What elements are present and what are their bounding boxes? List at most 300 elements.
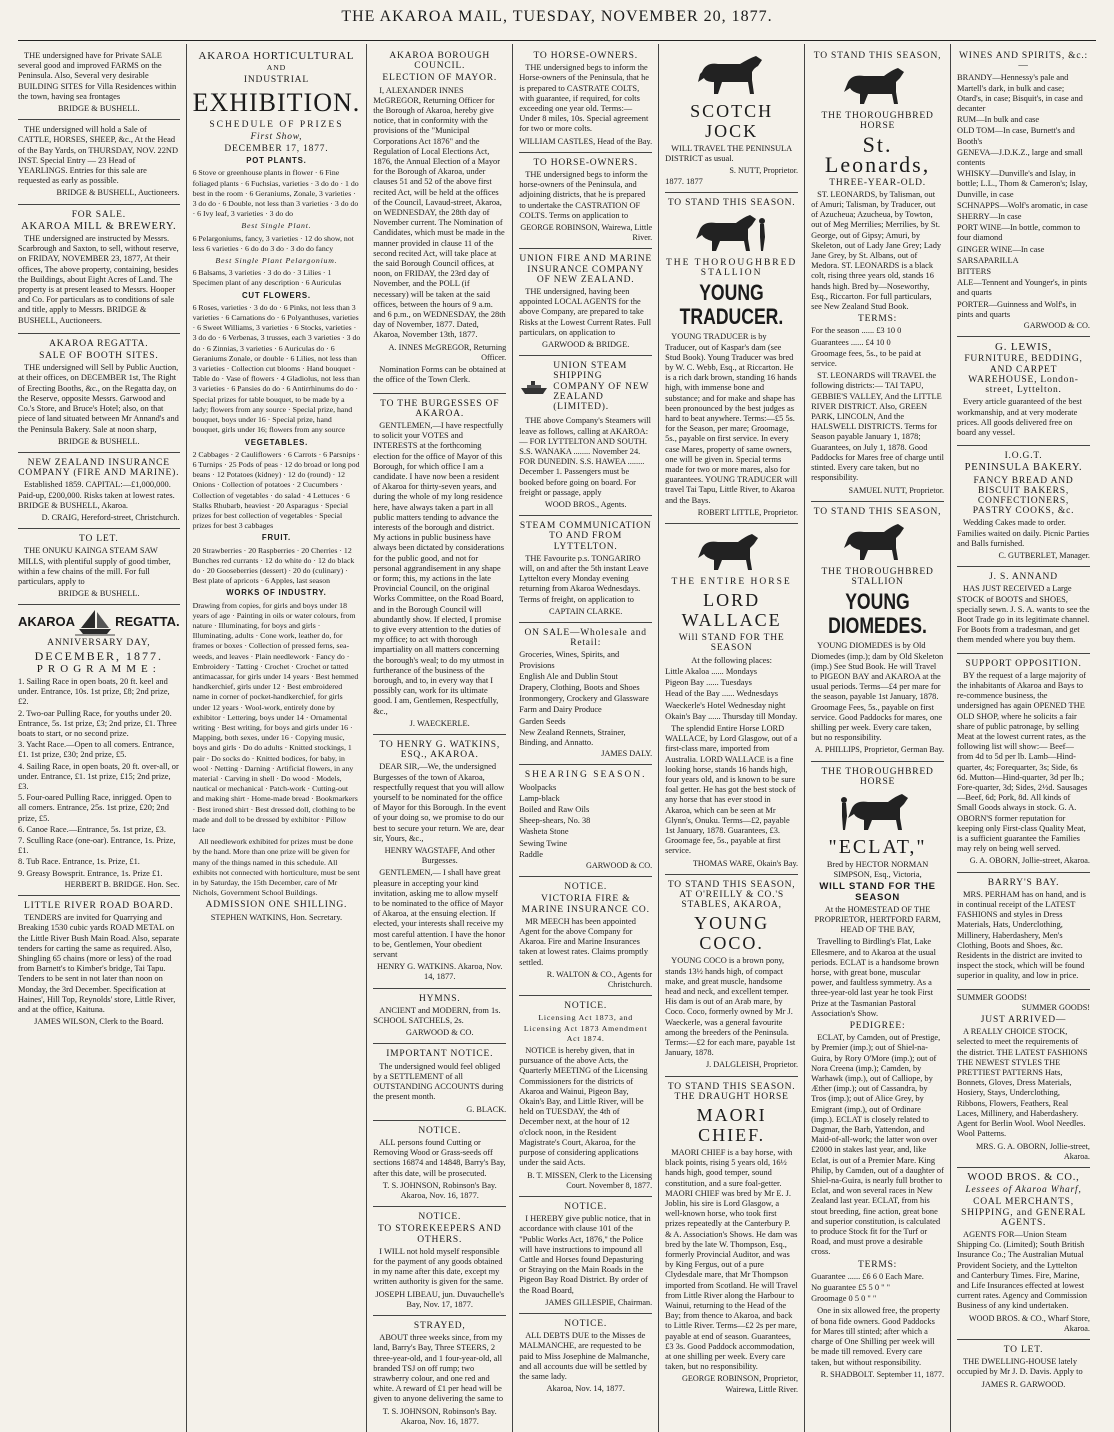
- regatta-title-right: REGATTA.: [115, 614, 180, 630]
- ad-heading: SUMMER GOODS!: [1021, 1002, 1090, 1012]
- list-item: Waeckerle's Hotel Wednesday night: [665, 700, 786, 710]
- ad-signature: R. SHADBOLT. September 11, 1877.: [820, 1369, 945, 1379]
- ad-heading: NOTICE.: [564, 1318, 608, 1329]
- steamship-header: [519, 359, 652, 414]
- ad-signature: GEORGE ROBINSON, Wairewa, Little River.: [520, 223, 653, 243]
- horse-icon: [838, 64, 918, 108]
- places-heading: At the following places:: [691, 655, 772, 665]
- ad-heading: FOR SALE.: [71, 209, 126, 220]
- ad-road-board: [18, 896, 180, 1032]
- ad-g-lewis: [957, 337, 1090, 446]
- ad-scotch-jock: [665, 46, 798, 193]
- ad-heading: NOTICE.: [418, 1125, 462, 1136]
- ad-title: YOUNG DIOMEDES.: [828, 589, 927, 639]
- ad-watkins-request: [373, 735, 506, 989]
- masthead: THE AKAROA MAIL, TUESDAY, NOVEMBER 20, 1877.: [341, 8, 773, 25]
- list-item: Boiled and Raw Oils: [519, 805, 590, 814]
- ad-heading: SUMMER GOODS!: [957, 992, 1028, 1002]
- ad-signature: Akaroa, Nov. 14, 1877.: [546, 1384, 625, 1394]
- ad-public-works: [519, 1197, 652, 1314]
- section-heading: Best Single Plant Pelargonium.: [215, 256, 338, 266]
- ad-signature: B. T. MISSEN, Clerk to the Licensing Court. November 8, 1877.: [527, 1170, 653, 1190]
- ad-signature: GARWOOD & CO.: [405, 1028, 474, 1038]
- list-item: Pigeon Bay ...... Tuesdays: [665, 678, 752, 688]
- ad-title: YOUNG COCO.: [694, 913, 770, 954]
- ad-text: THE undersigned will Sell by Public Auction, at their offices, on DECEMBER 1st, The Right of Erecting Booths, &c., on the Regatta day, on the Reserve, opposite Messrs. Garwood and Co.'s Store, and Bruce's Hotel; also, on that piece of land situated between Mr Annand's and the Peninsula Bakery. Sale at noon sharp,: [18, 363, 179, 434]
- ad-burgesses: [373, 394, 506, 736]
- ad-lord-wallace: [665, 524, 798, 875]
- list-item: Groomage 0 5 0 " ": [811, 1294, 877, 1304]
- list-item: PORT WINE—In bottle, common to four diamond: [957, 223, 1081, 243]
- regatta-date: DECEMBER, 1877.: [34, 648, 163, 663]
- ad-text: ABOUT three weeks since, from my land, Barry's Bay, Three STEERS, 2 three-year-old, and 1 four-year-old, all branded TSJ on off rump; two strawberry colour, and one red and white. A reward of £1 per head will be given to anyone delivering the same to: [373, 1333, 504, 1404]
- list-item: Woolpacks: [519, 782, 557, 792]
- exhibition-industrial: INDUSTRIAL: [243, 75, 309, 86]
- ad-heading: STRAYED,: [413, 1320, 466, 1331]
- ad-wood-bros: [957, 1168, 1090, 1340]
- ad-signature: HENRY G. WATKINS. Akaroa, Nov. 14, 1877.: [376, 962, 503, 982]
- ad-notice-wood: [373, 1121, 506, 1207]
- ad-text: THE undersigned begs to inform the Horse-owners of the Peninsula, that he is prepared to CASTRATE COLTS, with guarantee, if required, for colts exceeding one year old. Terms:—Under 8 miles, 10s. Special agreement for two or more colts.: [519, 63, 649, 134]
- list-item: OLD TOM—In case, Burnett's and Booth's: [957, 126, 1075, 146]
- list-item: Guarantee ...... £6 6 0 Each Mare.: [811, 1271, 924, 1281]
- ad-union-steam: [519, 356, 652, 516]
- ad-text: One in six allowed free, the property of bona fide owners. Good Paddocks for Mares till stinted; after which a charge of One Shilling per week will be made till removed. Every care taken, but without responsibility.: [811, 1306, 941, 1367]
- ad-signature: JOSEPH LIBEAU, jun. Duvauchelle's Bay, Nov. 17, 1877.: [375, 1289, 505, 1309]
- ad-title: PENINSULA BAKERY.: [964, 462, 1083, 474]
- ad-hymns: [373, 989, 506, 1045]
- exhibition-title: EXHIBITION.: [192, 87, 361, 117]
- ad-title: St. Leonards,: [824, 131, 931, 177]
- ad-steam-communication: [519, 516, 652, 623]
- list-item: BITTERS: [957, 267, 992, 277]
- ad-heading: ON SALE—Wholesale and Retail:: [524, 627, 647, 649]
- ad-title: LORD WALLACE: [681, 590, 782, 631]
- list-item: RUM—In bulk and case: [957, 115, 1040, 125]
- ad-text: I WILL not hold myself responsible for the payment of any goods obtained in my name after this date, except my written authority is given for the same.: [373, 1246, 504, 1287]
- ad-text: THE ONUKU KAINGA STEAM SAW MILLS, with plentiful supply of good timber, within a few chains of the mill. For full particulars, apply to: [18, 546, 171, 586]
- ad-signature: T. S. JOHNSON, Robinson's Bay. Akaroa, Nov. 16, 1877.: [382, 1180, 497, 1200]
- list-item: English Ale and Dublin Stout: [519, 671, 618, 681]
- ad-signature: JAMES GILLESPIE, Chairman.: [545, 1297, 653, 1307]
- ad-signature: GARWOOD & BRIDGE.: [542, 340, 630, 350]
- ad-young-traducer: [665, 193, 798, 524]
- ad-text: The undersigned would feel obliged by a SETTLEMENT of all OUTSTANDING ACCOUNTS during the present month.: [373, 1061, 504, 1102]
- draught-horse-icon: [692, 52, 772, 98]
- ad-support-opposition: [957, 654, 1090, 873]
- section-items: 2 Cabbages · 2 Cauliflowers · 6 Carrots · 6 Parsnips · 6 Turnips · 25 Pods of peas · 12 do broad or long pod beans · 12 Potatoes (kidney) · 12 do (round) · 12 Onions · Collection of potatoes · 2 Cucumbers · Collection of vegetables · do salad · 4 Lettuces · 6 Stalks Rhubarb, heaviest · 20 Asparagus · Special prizes for best collection of vegetables · Special prizes for best 3 cabbages: [192, 449, 360, 531]
- ad-text: THE Favourite p.s. TONGARIRO will, on and after the 5th instant Leave Lyttelton every Monday evening returning from Akaroa Wednesdays. Terms of freight, on application to: [519, 553, 649, 604]
- ad-signature: THOMAS WARE, Okain's Bay.: [692, 858, 799, 868]
- ad-stand-line: WILL STAND FOR THE SEASON: [819, 881, 936, 903]
- ad-note: Nomination Forms can be obtained at the office of the Town Clerk.: [373, 365, 506, 385]
- ad-heading: TO STAND THIS SEASON. THE DRAUGHT HORSE: [667, 1081, 796, 1102]
- section-heading: WORKS OF INDUSTRY.: [226, 588, 327, 598]
- ad-regatta: [18, 605, 180, 896]
- ad-text: ANCIENT and MODERN, from 1s. SCHOOL SATCHELS, 2s.: [373, 1005, 501, 1026]
- ad-text: MR MEECH has been appointed Agent for the above Company for Akaroa. Fire and Marine Insurances taken at lowest rates. Claims promptly settled.: [519, 916, 649, 967]
- ad-text: HAS JUST RECEIVED a Large STOCK of BOOTS and SHOES, specially sewn. J. S. A. wants to see the Boot Trade go in its legitimate channel. For Boots from a tradesman, and get them mended where you buy them.: [957, 584, 1090, 645]
- ad-signature: JAMES DALY.: [601, 749, 653, 759]
- list-item: Washeta Stone: [519, 827, 569, 837]
- ad-heading: UNION FIRE AND MARINE INSURANCE COMPANY OF NEW ZEALAND.: [519, 254, 652, 285]
- ad-strayed: [373, 1316, 506, 1432]
- ad-signature: A. PHILLIPS, Proprietor, German Bay.: [814, 745, 945, 755]
- ad-signature: GARWOOD & CO.: [1023, 321, 1090, 331]
- ad-text: Every article guaranteed of the best workmanship, and at very moderate prices. All goods delivered free on board any vessel.: [957, 397, 1082, 437]
- list-item: Raddle: [519, 849, 543, 859]
- ad-signature: JAMES R. GARWOOD.: [981, 1379, 1066, 1389]
- ad-heading: TO STAND THIS SEASON.: [667, 197, 796, 208]
- list-item: Okain's Bay ...... Thursday till Monday.: [665, 711, 798, 721]
- exhibition-date: DECEMBER 17, 1877.: [224, 144, 329, 155]
- ad-heading: TO LET.: [79, 534, 119, 545]
- ad-text: The splendid Entire Horse LORD WALLACE, by Lord Glasgow, out of a first-class mare, imported from Australia. LORD WALLACE is a fine looking horse, stands 16 hands high, four years old, and is known to be sure foal getter. He has got the best stock of any horse that has ever stood in Akaroa, which can be seen at Mr Glynn's, Onuku. Terms—£2, payable 1st January, 1878. Guarantees, £3. Groomage fee, 5s., payable at first service.: [665, 723, 798, 856]
- ad-text: ST. LEONARDS, by Talisman, out of Amuri; Talisman, by Traducer, out of Azucheua; Azucheua, by Towton, out of Meg Merrilies; Merrilies, by St. George, out of Gipsy; Amuri, by Skeleton, out of Lady Jane Grey; Lady Jane Grey, by St. Albans, out of Medora. ST. LEONARDS is a black colt, rising three years old, stands 16 hands high. Bred by—Noseworthy, Esq., Riccarton. For full particulars, see New Zealand Stud Book.: [811, 189, 942, 312]
- steamship-icon: [519, 378, 549, 396]
- ad-horse-owners-2: [519, 153, 652, 250]
- ad-booth-sites: [18, 334, 180, 453]
- ad-exhibition: [193, 46, 361, 928]
- section-heading: CUT FLOWERS.: [241, 290, 311, 300]
- regatta-event: 3. Yacht Race.—Open to all comers. Entrance, £1. 1st prize, £30; 2nd prize, £5.: [18, 740, 175, 760]
- regatta-event: 5. Four-oared Pulling Race, inrigged. Open to all comers. Entrance, 25s. 1st prize, £20; 2nd prize, £5.: [18, 793, 172, 823]
- ad-farms-for-sale: [18, 46, 180, 120]
- list-item: Garden Seeds: [519, 716, 566, 726]
- ad-heading: TO HORSE-OWNERS.: [533, 157, 638, 168]
- ad-text: MRS. PERHAM has on hand, and is in continual receipt of the LATEST FASHIONS and styles in Dress Materials, Hats, Underclothing, Millinery, Haberdashery, Men's Clothing, Boots and Shoes, &c. Residents in the district are invited to inspect the stock, which will be found superior in quality, and low in price.: [957, 889, 1086, 981]
- section-items: Drawing from copies, for girls and boys under 18 years of age · Painting in oils or water colours, from nature · Illuminating, for boys and girls · Illuminating, adults · Cone work, leather do, for frames or boxes · Collection of pressed ferns, sea-weeds, and leaves · Plain needlework · Fancy do · Embroidery · Tatting · Crochet · Crochet or tatted antimacassar, for girls under 14 years · Best hemmed handkerchief, girls under 12 · Best embroidered name in corner of pocket-handkerchief, for girls under 12 years · Wool-work, entirely done by exhibitor · Lettering, boys under 14 · Ornamental writing · Best writing, for boys and girls under 16 · Mapping, both sexes, under 16 · Copying music, boys and girls · Do do adults · Knitted stockings, 1 pair · Do socks do · Knitted bodices, for baby, in wool · Netting · Darning · Artificial flowers, in any material · Carving in shell · Do wood · Models, nautical or mechanical · Patch-work · Cutting-out and making shirt · Home-made bread · Bookmarkers · Best ironed shirt · Best dressed doll, clothing to be made and doll to be dressed by exhibitor · Pillow lace: [192, 600, 359, 835]
- list-item: GENEVA—J.D.K.Z., large and small contents: [957, 147, 1083, 168]
- ad-text: MAORI CHIEF is a bay horse, with black points, rising 5 years old, 16½ hands high, good temper, sound constitution, and a sure foal-getter. MAORI CHIEF was bred by Mr E. J. Joblin, his sire is Lord Glasgow, a well-known horse, who took first prizes repeatedly at the Canterbury P. & A. Association's Shows. He dam was bred by the late W. Thompson, Esq., formerly Provincial Auditor, and was by King Fergus, out of a pure Clydesdale mare, that Mr Thompson imported from Scotland. He will Travel from Little River along the Harbour to Wainui, returning to the Head of the Bay; from thence to Akaroa, and back to Little River. Terms—£2 2s per mare, payable at end of season. Guarantees, £3 3s. Good Paddock accommodation, at one shilling per week. Every care taken, but no responsibility.: [665, 1148, 798, 1372]
- ad-victoria-fire: [519, 877, 652, 996]
- ad-stand-line: Will STAND FOR THE SEASON: [678, 633, 785, 654]
- ad-signature: ROBERT LITTLE, Proprietor.: [697, 507, 799, 517]
- ad-heading: NOTICE.: [418, 1212, 462, 1223]
- ad-heading: UNION STEAM SHIPPING COMPANY OF NEW ZEALAND (LIMITED).: [553, 361, 650, 413]
- ad-text: Travelling to Birdling's Flat, Lake Ellesmere, and to Akaroa at the usual periods. ECLAT is a handsome brown horse, with great bone, muscular power, and faultless symmetry. As a three-year-old last year he took First Prize at the Tasmanian Pastoral Association's Show.: [811, 937, 939, 1018]
- list-item: Drapery, Clothing, Boots and Shoes: [519, 682, 640, 692]
- section-heading: FRUIT.: [261, 533, 291, 543]
- columns: [18, 44, 1096, 1426]
- ad-subheading: THE THOROUGHBRED STALLION: [665, 258, 798, 279]
- ad-to-let: [957, 1340, 1090, 1395]
- ad-heading: TO LET.: [1003, 1344, 1044, 1355]
- pedigree-heading: PEDIGREE:: [849, 1021, 906, 1031]
- ad-heading: TO STAND THIS SEASON,: [813, 51, 942, 61]
- ad-text: THE undersigned, having been appointed LOCAL AGENTS for the above Company, are prepared to take Risks at the Lowest Current Rates. Full particulars, on application to: [519, 287, 652, 337]
- ad-storekeepers: [373, 1207, 506, 1316]
- ad-signature: S. NUTT, Proprietor.: [729, 166, 799, 176]
- exhibition-and: AND: [266, 63, 287, 73]
- ad-signature: BRIDGE & BUSHELL, Auctioneers.: [56, 188, 180, 198]
- ad-annand: [957, 567, 1090, 653]
- ad-title: NEW ZEALAND INSURANCE COMPANY (FIRE AND MARINE).: [18, 457, 180, 479]
- ad-text: GENTLEMEN,— I shall have great pleasure in accepting your kind invitation, asking me to allow myself to be nominated to the office of Mayor of Akaroa, at the ensuing election. If elected, your interests shall receive my most careful attention. I have the honor to be, Gentlemen, Your obedient servant: [373, 868, 506, 960]
- ad-location: At the HOMESTEAD OF THE PROPRIETOR, HERTFORD FARM, HEAD OF THE BAY,: [814, 904, 941, 935]
- horse-icon: [692, 530, 772, 574]
- regatta-title-left: AKAROA: [18, 614, 76, 630]
- regatta-event: 4. Sailing Race, in open boats, 20 ft. over-all, or under. Entrance, £1. 1st prize, £15; 2nd prize, £3.: [18, 761, 179, 791]
- ad-heading: HYMNS.: [418, 993, 461, 1004]
- column-3: [366, 44, 512, 1432]
- show-label: First Show,: [250, 131, 303, 142]
- regatta-subtitle: ANNIVERSARY DAY,: [47, 638, 151, 649]
- list-item: Sheep-shears, No. 38: [519, 816, 591, 826]
- list-item: WHISKY—Dunville's and Islay, in bottle; L.L., Thom & Cameron's; Islay, Dunville, in case: [957, 169, 1088, 199]
- list-item: SHERRY—In case: [957, 212, 1022, 222]
- ad-signature: WILLIAM CASTLES, Head of the Bay.: [519, 136, 653, 146]
- ad-title: SALE OF BOOTH SITES.: [39, 351, 159, 362]
- ad-heading: AKAROA BOROUGH COUNCIL.: [389, 51, 491, 72]
- regatta-event: 6. Canoe Race.—Entrance, 5s. 1st prize, £3.: [18, 824, 166, 834]
- sailboat-icon: [75, 608, 115, 636]
- ad-signature: HERBERT B. BRIDGE. Hon. Sec.: [64, 879, 180, 889]
- ad-text: A REALLY CHOICE STOCK, selected to meet the requirements of the district. THE LATEST FASHIONS THE NEWEST STYLES THE PRETTIEST PATTERNS Hats, Bonnets, Gloves, Dress Materials, Hosiery, Stays, Underclothing, Ribbons, Flowers, Feathers, Real Laces, Millinery, and Haberdashery. Agent for Berlin Wool. Wool Needles. Wool Patterns.: [957, 1027, 1088, 1139]
- ad-text: Wedding Cakes made to order. Families waited on daily. Picnic Parties and Balls furnished.: [957, 518, 1090, 548]
- list-item: For the season ...... £3 10 0: [811, 326, 902, 336]
- ad-text: DEAR SIR,—We, the undersigned Burgesses of the town of Akaroa, respectfully request that you will allow yourself to be nominated for the office of Mayor for this Borough. In the event of your doing so, we promise to do our best to secure your return. We are, dear sir, Yours, &c.,: [373, 762, 506, 843]
- ad-st-leonards: [811, 46, 944, 502]
- ad-age: THREE-YEAR-OLD.: [829, 177, 926, 188]
- ad-signature: G. BLACK.: [466, 1104, 507, 1114]
- horse-with-handler-icon: [838, 790, 918, 834]
- list-item: New Zealand Rennets, Strainer, Binding, and Annatto.: [519, 727, 626, 747]
- ad-heading: WOOD BROS. & CO.,: [967, 1171, 1080, 1183]
- ad-heading: BARRY'S BAY.: [987, 877, 1060, 888]
- ad-subheading: THE THOROUGHBRED HORSE: [821, 766, 934, 787]
- section-items: 6 Roses, varieties · 3 do do · 6 Pinks, not less than 3 varieties · 6 Carnations do · 6 Polyanthuses, varieties · 6 Sweet Williams, 3 varieties · 6 Stocks, varieties · 3 do do · 6 Verbenas, 3 trusses, each 3 varieties · 3 do do · 6 Zinnias, 3 varieties · 6 Auriculas do · 6 Geraniums Zonale, or double · 6 Lilies, not less than 3 varieties · Collection cut blooms · Hand bouquet · Table do · Vase of flowers · 4 Gladiolus, not less than 3 varieties · 6 Pansies do do · 6 Antirrhinums do do · Special prizes for table bouquet, to be made by a lady; flowers from any source · Special prize, hand bouquet, boys under 16 · Special prize, hand bouquet, girls under 16; flowers from any source: [192, 302, 361, 435]
- admission-line: ADMISSION ONE SHILLING.: [205, 900, 348, 911]
- ad-signature: WOOD BROS., Agents.: [544, 499, 627, 509]
- regatta-header: [18, 608, 180, 636]
- ad-eclat: [811, 762, 944, 1385]
- ad-signature: WOOD BROS. & CO., Wharf Store, Akaroa.: [968, 1313, 1090, 1333]
- ad-subheading: Lessees of Akaroa Wharf,: [965, 1185, 1082, 1196]
- ad-subheading: ELECTION OF MAYOR.: [382, 73, 498, 84]
- ad-title: AKAROA MILL & BREWERY.: [21, 220, 177, 232]
- ad-signature: A. INNES McGREGOR, Returning Officer.: [388, 342, 507, 362]
- ad-signature: T. S. JOHNSON, Robinson's Bay. Akaroa, Nov. 16, 1877.: [382, 1406, 497, 1426]
- ad-text: WILL TRAVEL THE PENINSULA DISTRICT as usual.: [665, 144, 792, 164]
- list-item: Groceries, Wines, Spirits, and Provisions: [519, 650, 620, 670]
- ad-text: Established 1859. CAPITAL:—£1,000,000. Paid-up, £200,000. Risks taken at lowest rates. BRIDGE & BUSHELL, Akaroa.: [18, 480, 175, 510]
- column-1: [18, 44, 186, 1432]
- ad-signature: GEORGE ROBINSON, Proprietor, Wairewa, Little River.: [681, 1374, 799, 1394]
- ad-signature: J. WAECKERLE.: [409, 718, 470, 728]
- ad-heading: TO STAND THIS SEASON, AT O'REILLY & CO.'S STABLES, AKAROA,: [667, 879, 796, 911]
- ad-signature: CAPTAIN CLARKE.: [549, 606, 623, 616]
- ad-subheading: JUST ARRIVED—: [980, 1015, 1067, 1026]
- ad-text: ST. LEONARDS will TRAVEL the following districts:— TAI TAPU, GEBBIE'S VALLEY, And the LITTLE RIVER DISTRICT. Also, GREEN PARK, LINCOLN, And the HALSWELL DISTRICTS. Terms for Season payable January 1, 1878; Guarantees, on July 1, 1878. Good Paddocks for Mares free of charge until stinted. Every care taken, but no responsibility.: [811, 371, 944, 483]
- ad-text: THE undersigned have for Private SALE several good and improved FARMS on the Peninsula. Also, Several very desirable BUILDING SITES for Villa Residences within the town, having sea frontages: [18, 51, 177, 101]
- ad-title: SCOTCH JOCK: [690, 101, 774, 141]
- list-item: Little Akaloa ...... Mondays: [665, 666, 758, 676]
- ad-signature: HENRY WAGSTAFF, And other Burgesses.: [384, 846, 495, 866]
- ad-title: VICTORIA FIRE & MARINE INSURANCE CO.: [521, 894, 650, 915]
- list-item: Farm and Dairy Produce: [519, 705, 602, 715]
- section-items: 20 Strawberries · 20 Raspberries · 20 Cherries · 12 Bunches red currants · 12 do white do · 12 do black do · 20 Gooseberries (dessert) · 20 do (culinary) · Best plate of apricots · 6 Apples, last season: [192, 545, 355, 586]
- ad-nz-insurance: [18, 453, 180, 529]
- regatta-programme-heading: PROGRAMME:: [36, 662, 161, 675]
- ad-summer-goods: [957, 990, 1090, 1168]
- column-6: [804, 44, 950, 1432]
- exhibition-heading: AKAROA HORTICULTURAL: [198, 50, 355, 62]
- ad-text: YOUNG DIOMEDES is by Old Diomedes (imp.); dam by Old Skeleton (imp.) See Stud Book. He will Travel to PIGEON BAY and AKAROA at the usual periods. Terms—£4 per mare for the season, payable 1st January, 1878. Groomage Fees, 5s., payable on first service. Good Paddocks for mares, one shilling per week. Every care taken, but no responsibility.: [811, 641, 944, 743]
- column-4: [512, 44, 658, 1432]
- ad-heading: I.O.G.T.: [1004, 451, 1043, 462]
- ad-title: FURNITURE, BEDDING, AND CARPET WAREHOUSE, London-street, Lyttelton.: [964, 354, 1083, 396]
- ad-young-diomedes: [811, 502, 944, 762]
- section-heading: POT PLANTS.: [246, 156, 307, 166]
- ad-heading: TO STAND THIS SEASON,: [813, 506, 942, 517]
- ad-text: AGENTS FOR—Union Steam Shipping Co. (Limited); South British Insurance Co.; The Australian Mutual Provident Society, and the Lyttelton and Canterbury Times. Fire, Marine, and Life Insurances effected at lowest current rates. Agency and Commission Business of any kind undertaken.: [957, 1229, 1088, 1311]
- ad-maori-chief: [665, 1077, 798, 1400]
- ad-mill-brewery: [18, 205, 180, 334]
- list-item: Ironmongery, Crockery and Glassware: [519, 694, 649, 704]
- ad-signature: SAMUEL NUTT, Proprietor.: [848, 485, 945, 495]
- ad-signature: JAMES WILSON, Clerk to the Board.: [34, 1017, 164, 1027]
- ad-shearing: [519, 765, 652, 877]
- column-7: [950, 44, 1096, 1432]
- ad-heading: SUPPORT OPPOSITION.: [965, 658, 1082, 669]
- ad-important-notice: [373, 1044, 506, 1120]
- ad-heading: LITTLE RIVER ROAD BOARD.: [24, 901, 174, 912]
- regatta-event: 7. Sculling Race (one-oar). Entrance, 1s. Prize, £1.: [18, 836, 176, 856]
- ad-text: THE undersigned are instructed by Messrs. Scarbrough and Saxton, to sell, without reserve, on FRIDAY, NOVEMBER 23, 1877, At their offices, The above property, containing, besides the Buildings, about Eight Acres of Land. The property is at present leased to Messrs. Hooper and Co. For particulars as to conditions of sale and title, apply to Messrs. BRIDGE & BUSHELL, Auctioneers.: [18, 234, 179, 325]
- list-item: Guarantees ...... £4 10 0: [811, 337, 891, 347]
- ad-text: I HEREBY give public notice, that in accordance with clause 101 of the "Public Works Act, 1876," the Police will have instructions to impound all Cattle and Horses found Depasturing or Straying on the Main Roads in the Pigeon Bay Road District. By order of the Road Board,: [519, 1214, 651, 1295]
- ad-heading: TO HENRY G. WATKINS, ESQ., AKAROA.: [379, 740, 501, 761]
- column-5: [658, 44, 804, 1432]
- ad-signature: G. A. OBORN, Jollie-street, Akaroa.: [969, 856, 1090, 866]
- ad-horse-owners-1: [519, 46, 652, 153]
- ad-years: 1877. 1877: [665, 176, 703, 186]
- ad-debts: [519, 1314, 652, 1399]
- terms-heading: TERMS:: [858, 314, 898, 325]
- ad-heading: TO HORSE-OWNERS.: [533, 51, 638, 61]
- list-item: SCHNAPPS—Wolf's aromatic, in case: [957, 200, 1088, 210]
- ad-text: TENDERS are invited for Quarrying and Breaking 1530 cubic yards ROAD METAL on the Little River Bush Main Road. Also, separate tenders for carting the same as required. Also, Shingling 65 chains (more or less) of the road from Barnett's to Kimber's bridge, Tai Tapu. Tenders to be sent in not later than noon on Monday, the 3rd December. Specification at Haines', Hill Top, Reynolds' store, Little River, and at the office, Kaituna.: [18, 913, 180, 1015]
- ad-subheading: THE THOROUGHBRED HORSE: [821, 111, 934, 132]
- masthead-rule: [18, 40, 1096, 41]
- regatta-event: 1. Sailing Race in open boats, 20 ft. keel and under. Entrance, 10s. 1st prize, £8; 2nd prize, £2.: [18, 676, 170, 707]
- ad-text: ALL persons found Cutting or Removing Wood or Grass-seeds off sections 16874 and 14848, Barry's Bay, after this date, will be prosecuted.: [373, 1137, 506, 1178]
- ad-text: BY the request of a large majority of the inhabitants of Akaroa and Bays to re-commence business, the undersigned has again OPENED THE OLD SHOP, where he solicits a fair share of public patronage, by selling Meat at the lowest current rates, as the following list will show:— Beef—from 4d to 5d per lb. Lamb—Hind-quarter, 4s; Forequarter, 3s; Side, 6s 6d. Mutton—Hind-quarter, 3d per lb.; Fore-quarter, 3d; Sides, 2½d. Sausages—Beef, 6d; Pork, 8d. All kinds of Small Goods always in stock. G. A. OBORN'S former reputation for keeping only First-class Quality Meat, is a sufficient guarantee the Families may rely on being well served.: [957, 670, 1088, 854]
- regatta-event: 8. Tub Race. Entrance, 1s. Prize, £1.: [18, 857, 140, 867]
- section-heading: Best Single Plant.: [241, 221, 312, 231]
- ad-text: YOUNG TRADUCER is by Traducer, out of Kaspar's dam (see Stud Book). Young Traducer was bred by W. C. Webb, Esq., at Riccarton. He is a rich dark brown, standing 16 hands high, with immense bone and substance; and for make and shape has been pronounced by the best judges as hard to beat anywhere. Terms:—£5 5s. for the Season, per mare; Groomage, 5s., payable on first service. In every case Mares, property of same owners, one will be given in. Special terms made for two or more mares, also for guarantees. YOUNG TRADUCER will travel Tai Tapu, Little River, to Akaroa and the Bays.: [665, 332, 798, 505]
- ad-licensing: [519, 996, 652, 1197]
- section-items: 6 Balsams, 3 varieties · 3 do do · 3 Lilies · 1 Specimen plant of any description · 6 Auriculas: [192, 268, 342, 288]
- ad-saw-mills: [18, 529, 180, 605]
- list-item: No guarantee £5 5 0 " ": [811, 1283, 891, 1293]
- horse-with-handler-icon: [692, 211, 772, 255]
- column-2: [186, 44, 367, 1432]
- ad-heading: J. S. ANNAND: [989, 572, 1058, 583]
- regatta-event: 9. Greasy Bowsprit. Entrance, 1s. Prize £1.: [18, 868, 163, 878]
- ad-heading: G. LEWIS,: [995, 341, 1053, 354]
- ad-text: THE undersigned begs to inform the horse-owners of the Peninsula, and adjoining districts, that he is prepared to undertake the CASTRATION OF COLTS. Terms on application to: [519, 170, 648, 220]
- ad-cattle-sale: [18, 120, 180, 204]
- ad-subheading: THE ENTIRE HORSE: [671, 577, 792, 588]
- ad-signature: D. CRAIG, Hereford-street, Christchurch.: [41, 512, 180, 522]
- regatta-event: 2. Two-oar Pulling Race, for youths under 20. Entrance, 5s. 1st prize, £3; 2nd prize, £1. Three boats to start, or no second prize.: [18, 708, 177, 738]
- ad-text: I, ALEXANDER INNES McGREGOR, Returning Officer for the Borough of Akaroa, hereby give notice, that in conformity with the provisions of the "Municipal Corporations Act 1876" and the Regulation of Local Elections Act, 1876, the Annual Election of a Mayor for the Borough of Akaroa, under clauses 51 and 52 of the above first recited Act, will be held at the offices of the Council, Lavaud-street, Akaroa, on WEDNESDAY, the 28th day of November current. The Nomination of Candidates, which must be made in the manner provided in clause 11 of the second recited Act, will take place at the said Borough Council offices, at noon, on FRIDAY, the 23rd day of November, and the POLL (if necessary) will be taken at the said offices, between the hours of 9 a.m. and 6 p.m., on WEDNESDAY, the 28th day of November, 1877. Dated, Akaroa, November 13th, 1877.: [373, 85, 506, 340]
- ad-union-fire: [519, 249, 652, 356]
- ad-title: COAL MERCHANTS, SHIPPING, and GENERAL AGENTS.: [961, 1197, 1086, 1228]
- ad-signature: STEPHEN WATKINS, Hon. Secretary.: [210, 912, 343, 922]
- terms-heading: TERMS:: [858, 1259, 898, 1270]
- ad-signature: BRIDGE & BUSHELL.: [57, 104, 140, 114]
- ad-text: GENTLEMEN,—I have respectfully to solicit your VOTES and INTERESTS at the forthcoming election for the office of Mayor of this Borough, for which office I am a candidate. I have now been a resident of Akaroa for thirty-seven years, and during the whole of my long residence here, have always taken a part in all public matters tending to advance the interests of the borough and district. My actions in public business have always been dictated by considerations for the public good, and not for personal aggrandisement in any shape or form; this, my actions in the late Provincial Council, on the original Works Committee, on the Road Board, and in the Borough Council will abundantly show. If elected, I promise to give every attention to the duties of my office; to act with thorough impartiality on all matters concerning the borough's weal; to do my utmost in furtherance of the business of the borough, and to, in every way that I possibly can, work for its ultimate good. I am, Gentlemen, Respectfully, &c.,: [373, 420, 504, 716]
- ad-heading: TO THE BURGESSES OF AKAROA.: [380, 398, 500, 419]
- ad-text: ECLAT, by Camden, out of Prestige, by Premier (imp.); out of Shiel-na-Guira, by Rory O'More (imp.); out of Nora Creena (imp.); Camden, by Warhawk (imp.), out of Calliope, by Æther (imp.); out of Cassandra, by Tros (imp.); out of Alice Grey, by Emigrant (imp.), out of Ordinare (imp.). ECLAT is closely related to Dagmar, the Barb, Yattendon, and Maid-of-all-work; the latter won over £2000 in stakes last year, and, like Eclat, is out of a Premier Mare. King Philip, by Camden, out of a daughter of Shiel-na-Guira, is nearly full brother to Eclat, and won several races in New Zealand last year. ECLAT, from his stout breeding, fine action, great bone and superior constitution, is calculated to produce Stock fit for the Turf or Road, and must prove a desirable cross.: [811, 1033, 944, 1257]
- ad-heading: AKAROA REGATTA.: [49, 338, 149, 349]
- list-item: GINGER WINE—In case: [957, 244, 1045, 254]
- ad-peninsula-bakery: [957, 446, 1090, 567]
- ad-title: YOUNG TRADUCER.: [679, 280, 784, 330]
- exhibition-rules: All needlework exhibited for prizes must be done by the hand. More than one prize will be given for many of the things named in this schedule. All exhibits not connected with horticulture, must be sent in by Saturday, the 15th December, care of Mr Nichols, Government School Buildings.: [192, 837, 360, 898]
- ad-subheading: THE THOROUGHBRED STALLION: [821, 566, 934, 588]
- ad-on-sale: [519, 623, 652, 765]
- ad-text: ALL DEBTS DUE to the Misses de MALMANCHE, are requested to be paid to Miss Josephine de Malmanche, and all accounts due will be settled by the same lady.: [519, 1331, 650, 1381]
- list-item: PORTER—Guinness and Wolf's, in pints and quarts: [957, 299, 1077, 319]
- horse-icon: [838, 520, 918, 564]
- ad-subheading: FANCY BREAD AND BISCUIT BAKERS, CONFECTIONERS, PASTRY COOKS, &c.: [972, 475, 1075, 517]
- ad-young-coco: [665, 875, 798, 1077]
- ad-signature: GARWOOD & CO.: [585, 861, 653, 871]
- list-item: ALE—Tennent and Younger's, in pints and quarts: [957, 278, 1087, 298]
- ad-heading: NOTICE.: [564, 1201, 608, 1212]
- list-item: Head of the Bay ...... Wednesdays: [665, 689, 779, 699]
- section-heading: VEGETABLES.: [244, 437, 309, 447]
- ad-signature: J. DALGLEISH, Proprietor.: [705, 1060, 799, 1070]
- ad-signature: C. GUTBERLET, Manager.: [998, 550, 1090, 560]
- list-item: SARSAPARILLA: [957, 255, 1019, 265]
- schedule-heading: SCHEDULE OF PRIZES: [209, 119, 344, 130]
- ad-bred: Bred by HECTOR NORMAN SIMPSON, Esq., Victoria,: [826, 859, 929, 880]
- list-item: Lamp-black: [519, 793, 560, 803]
- section-items: 6 Stove or greenhouse plants in flower · 6 Fine foliaged plants · 6 Fuchsias, varieties · 3 do do · 1 do best in the room · 6 Geraniums, Zonale, 3 varieties · 3 do do · 6 Double, not less than 3 varieties · 3 do do · 6 Ivy leaf, 3 varieties · 3 do do: [192, 168, 359, 219]
- ad-signature: BRIDGE & BUSHELL.: [57, 436, 140, 446]
- ad-heading: SHEARING SEASON.: [524, 770, 647, 781]
- ad-heading: NOTICE.: [564, 1001, 608, 1012]
- ad-subheading: TO STOREKEEPERS AND OTHERS.: [377, 1224, 502, 1245]
- ad-barrys-bay: [957, 873, 1090, 990]
- ad-title: "ECLAT,": [828, 835, 927, 858]
- ad-heading: IMPORTANT NOTICE.: [386, 1049, 494, 1060]
- ad-signature: BRIDGE & BUSHELL.: [57, 589, 140, 599]
- ad-mayor-election: [373, 46, 506, 394]
- list-item: BRANDY—Hennessy's pale and Martell's dark, in bulk and case; Otard's, in case; Bisquit's, in case and decanter: [957, 73, 1083, 114]
- ad-subheading: Licensing Act 1873, and Licensing Act 1873 Amendment Act 1874.: [523, 1013, 648, 1043]
- section-items: 6 Pelargoniums, fancy, 3 varieties · 12 do show, not less 6 varieties · 6 do do 3 do · 3 do do fancy: [192, 233, 354, 253]
- ad-wines-spirits: [957, 46, 1090, 337]
- ad-text: NOTICE is hereby given, that in pursuance of the above Acts, the Quarterly MEETING of the Licensing Commissioners for the districts of Akaroa and Wainui, Pigeon Bay, Okain's Bay, and Little River, will be held on TUESDAY, the 4th of December next, at the hour of 12 o'clock noon, in the Resident Magistrate's Court, Akaroa, for the purpose of considering applications under the said Acts.: [519, 1046, 648, 1168]
- ad-signature: MRS. G. A. OBORN, Jollie-street, Akaroa.: [976, 1141, 1090, 1161]
- ad-signature: R. WALTON & CO., Agents for Christchurch.: [546, 969, 653, 990]
- ad-text: THE above Company's Steamers will leave as follows, calling at AKAROA:— FOR LYTTELTON AND SOUTH. S.S. WANAKA ........ November 24. FOR DUNEDIN. S.S. HAWEA ........ December 1. Passengers must be booked before going on board. For freight or passage, apply: [519, 416, 651, 497]
- ad-heading: NOTICE.: [564, 882, 608, 893]
- ad-title: MAORI CHIEF.: [696, 1105, 767, 1145]
- ad-text: THE DWELLING-HOUSE lately occupied by Mr J. D. Davis. Apply to: [957, 1357, 1083, 1377]
- list-item: Groomage fees, 5s., to be paid at service.: [811, 348, 922, 369]
- ad-text: THE undersigned will hold a Sale of CATTLE, HORSES, SHEEP, &c., At the Head of the Bay Yards, on THURSDAY, NOV. 22ND INST. Special Entry — 23 Head of YEARLINGS. Entries for this sale are requested as early as possible.: [18, 125, 178, 186]
- ad-text: YOUNG COCO is a brown pony, stands 13½ hands high, of compact make, and great muscle, handsome head and neck, and excellent temper. His dam is out of an Arab mare, by Coco. Coco, formerly owned by Mr J. Waeckerle, was a general favourite among the breeders of the Peninsula. Terms:—£2 for each mare, payable 1st January, 1878.: [665, 956, 796, 1058]
- ad-heading: STEAM COMMUNICATION TO AND FROM LYTTELTON.: [519, 521, 652, 552]
- ad-title: WINES AND SPIRITS, &c.:—: [959, 51, 1088, 72]
